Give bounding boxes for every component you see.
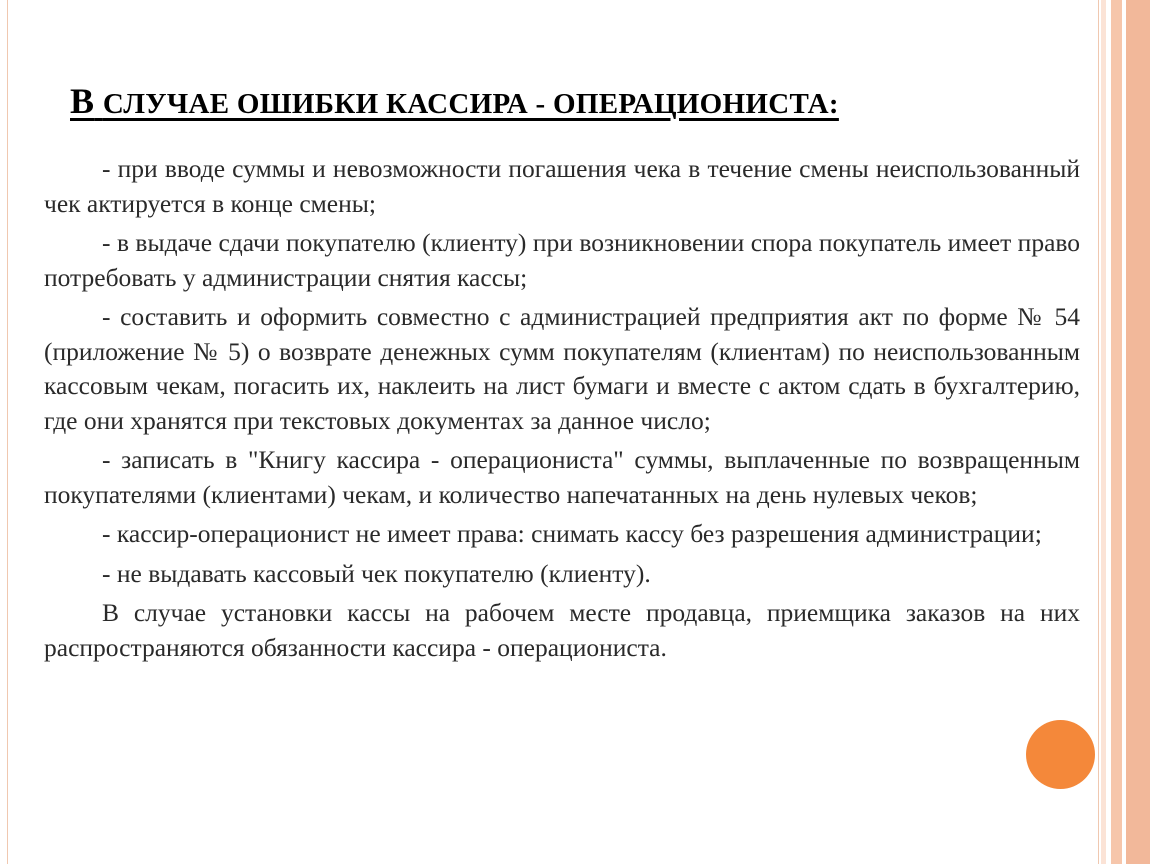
paragraph: - не выдавать кассовый чек покупателю (клиенту). <box>102 558 651 588</box>
paragraph: - при вводе суммы и невозможности погашения чека в течение смены неиспользованный чек актируется в конце смены; <box>44 154 1080 218</box>
paragraph: - составить и оформить совместно с администрацией предприятия акт по форме № 54 (приложение № 5) о возврате денежных сумм покупателям (клиентам) по неиспользованным кассовым чекам, погасить их, наклеить на лист бумаги и вместе с актом сдать в бухгалтерию, где они хранятся при текстовых документах за данное число; <box>44 302 1080 435</box>
paragraph: - записать в "Книгу кассира - операциониста" суммы, выплаченные по возвращенным покупателями (клиентами) чекам, и количество напечатанных на день нулевых чеков; <box>44 445 1080 509</box>
decor-stripe <box>1111 0 1122 864</box>
title-rest: СЛУЧАЕ ОШИБКИ КАССИРА - ОПЕРАЦИОНИСТА: <box>102 88 839 120</box>
decor-stripe <box>1126 0 1150 864</box>
slide-body <box>44 152 1080 665</box>
paragraph: В случае установки кассы на рабочем месте продавца, приемщика заказов на них распространяются обязанности кассира - операциониста. <box>44 598 1080 662</box>
paragraph: - кассир-операционист не имеет права: снимать кассу без разрешения администрации; <box>102 519 1042 548</box>
slide-title <box>70 80 839 122</box>
paragraph: - в выдаче сдачи покупателю (клиенту) при возникновении спора покупатель имеет право потребовать у администрации снятия кассы; <box>44 228 1080 292</box>
title-first-letter: В <box>70 81 95 121</box>
decor-circle <box>1026 720 1095 789</box>
